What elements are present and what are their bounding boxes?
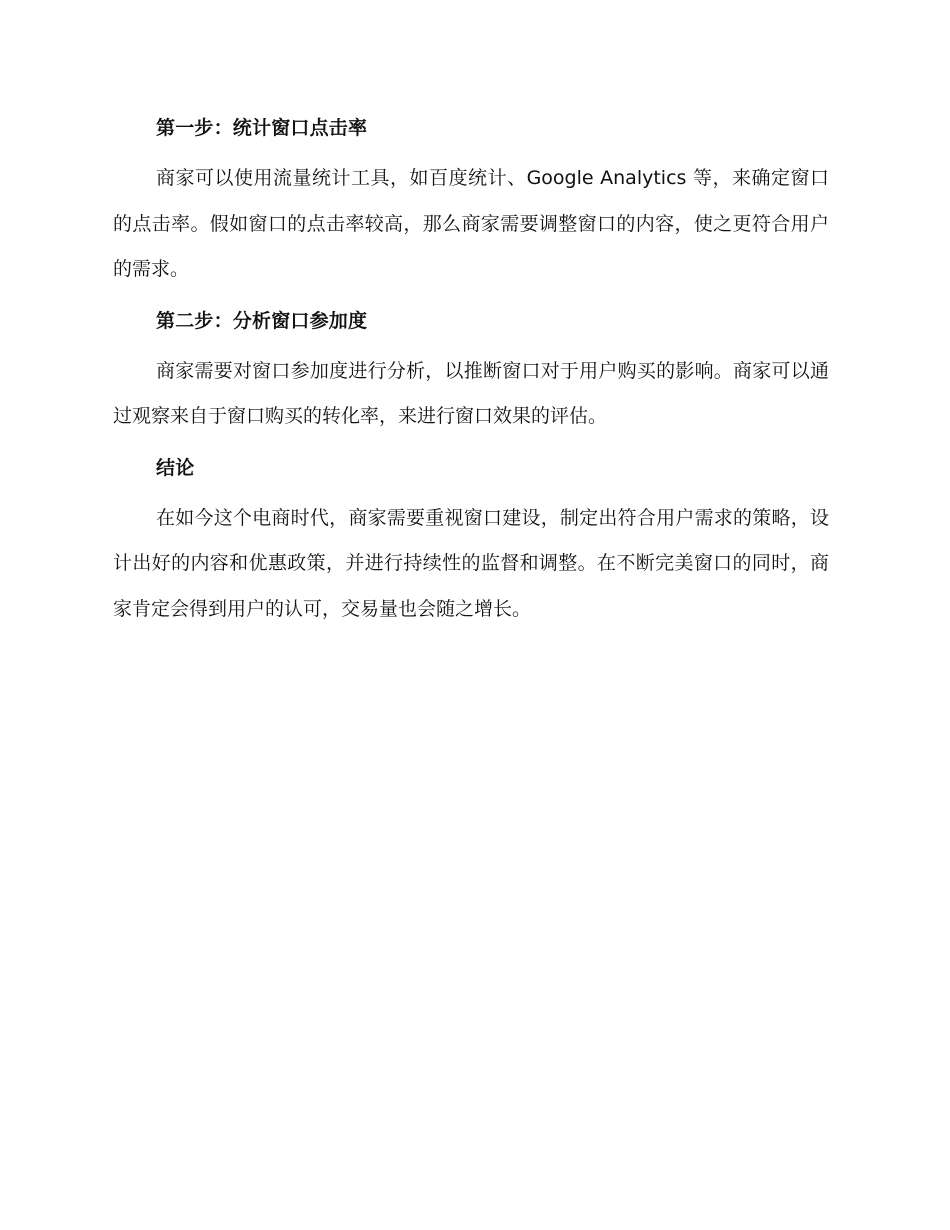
section-heading-step-two: 第二步：分析窗口参加度 bbox=[156, 309, 368, 332]
section-paragraph-conclusion: 在如今这个电商时代，商家需要重视窗口建设，制定出符合用户需求的策略，设计出好的内容和优惠政策，并进行持续性的监督和调整。在不断完美窗口的同时，商家肯定会得到用户的认可，交易量也会随之增长。 bbox=[113, 506, 829, 620]
document-body bbox=[113, 110, 829, 642]
section-heading-conclusion: 结论 bbox=[156, 456, 195, 479]
section-heading-step-one: 第一步：统计窗口点击率 bbox=[156, 117, 368, 139]
section-paragraph-step-two: 商家需要对窗口参加度进行分析，以推断窗口对于用户购买的影响。商家可以通过观察来自于窗口购买的转化率，来进行窗口效果的评估。 bbox=[113, 359, 829, 427]
section-paragraph-step-one: 商家可以使用流量统计工具，如百度统计、Google Analytics 等，来确定窗口的点击率。假如窗口的点击率较高，那么商家需要调整窗口的内容，使之更符合用户的需求。 bbox=[113, 167, 829, 280]
